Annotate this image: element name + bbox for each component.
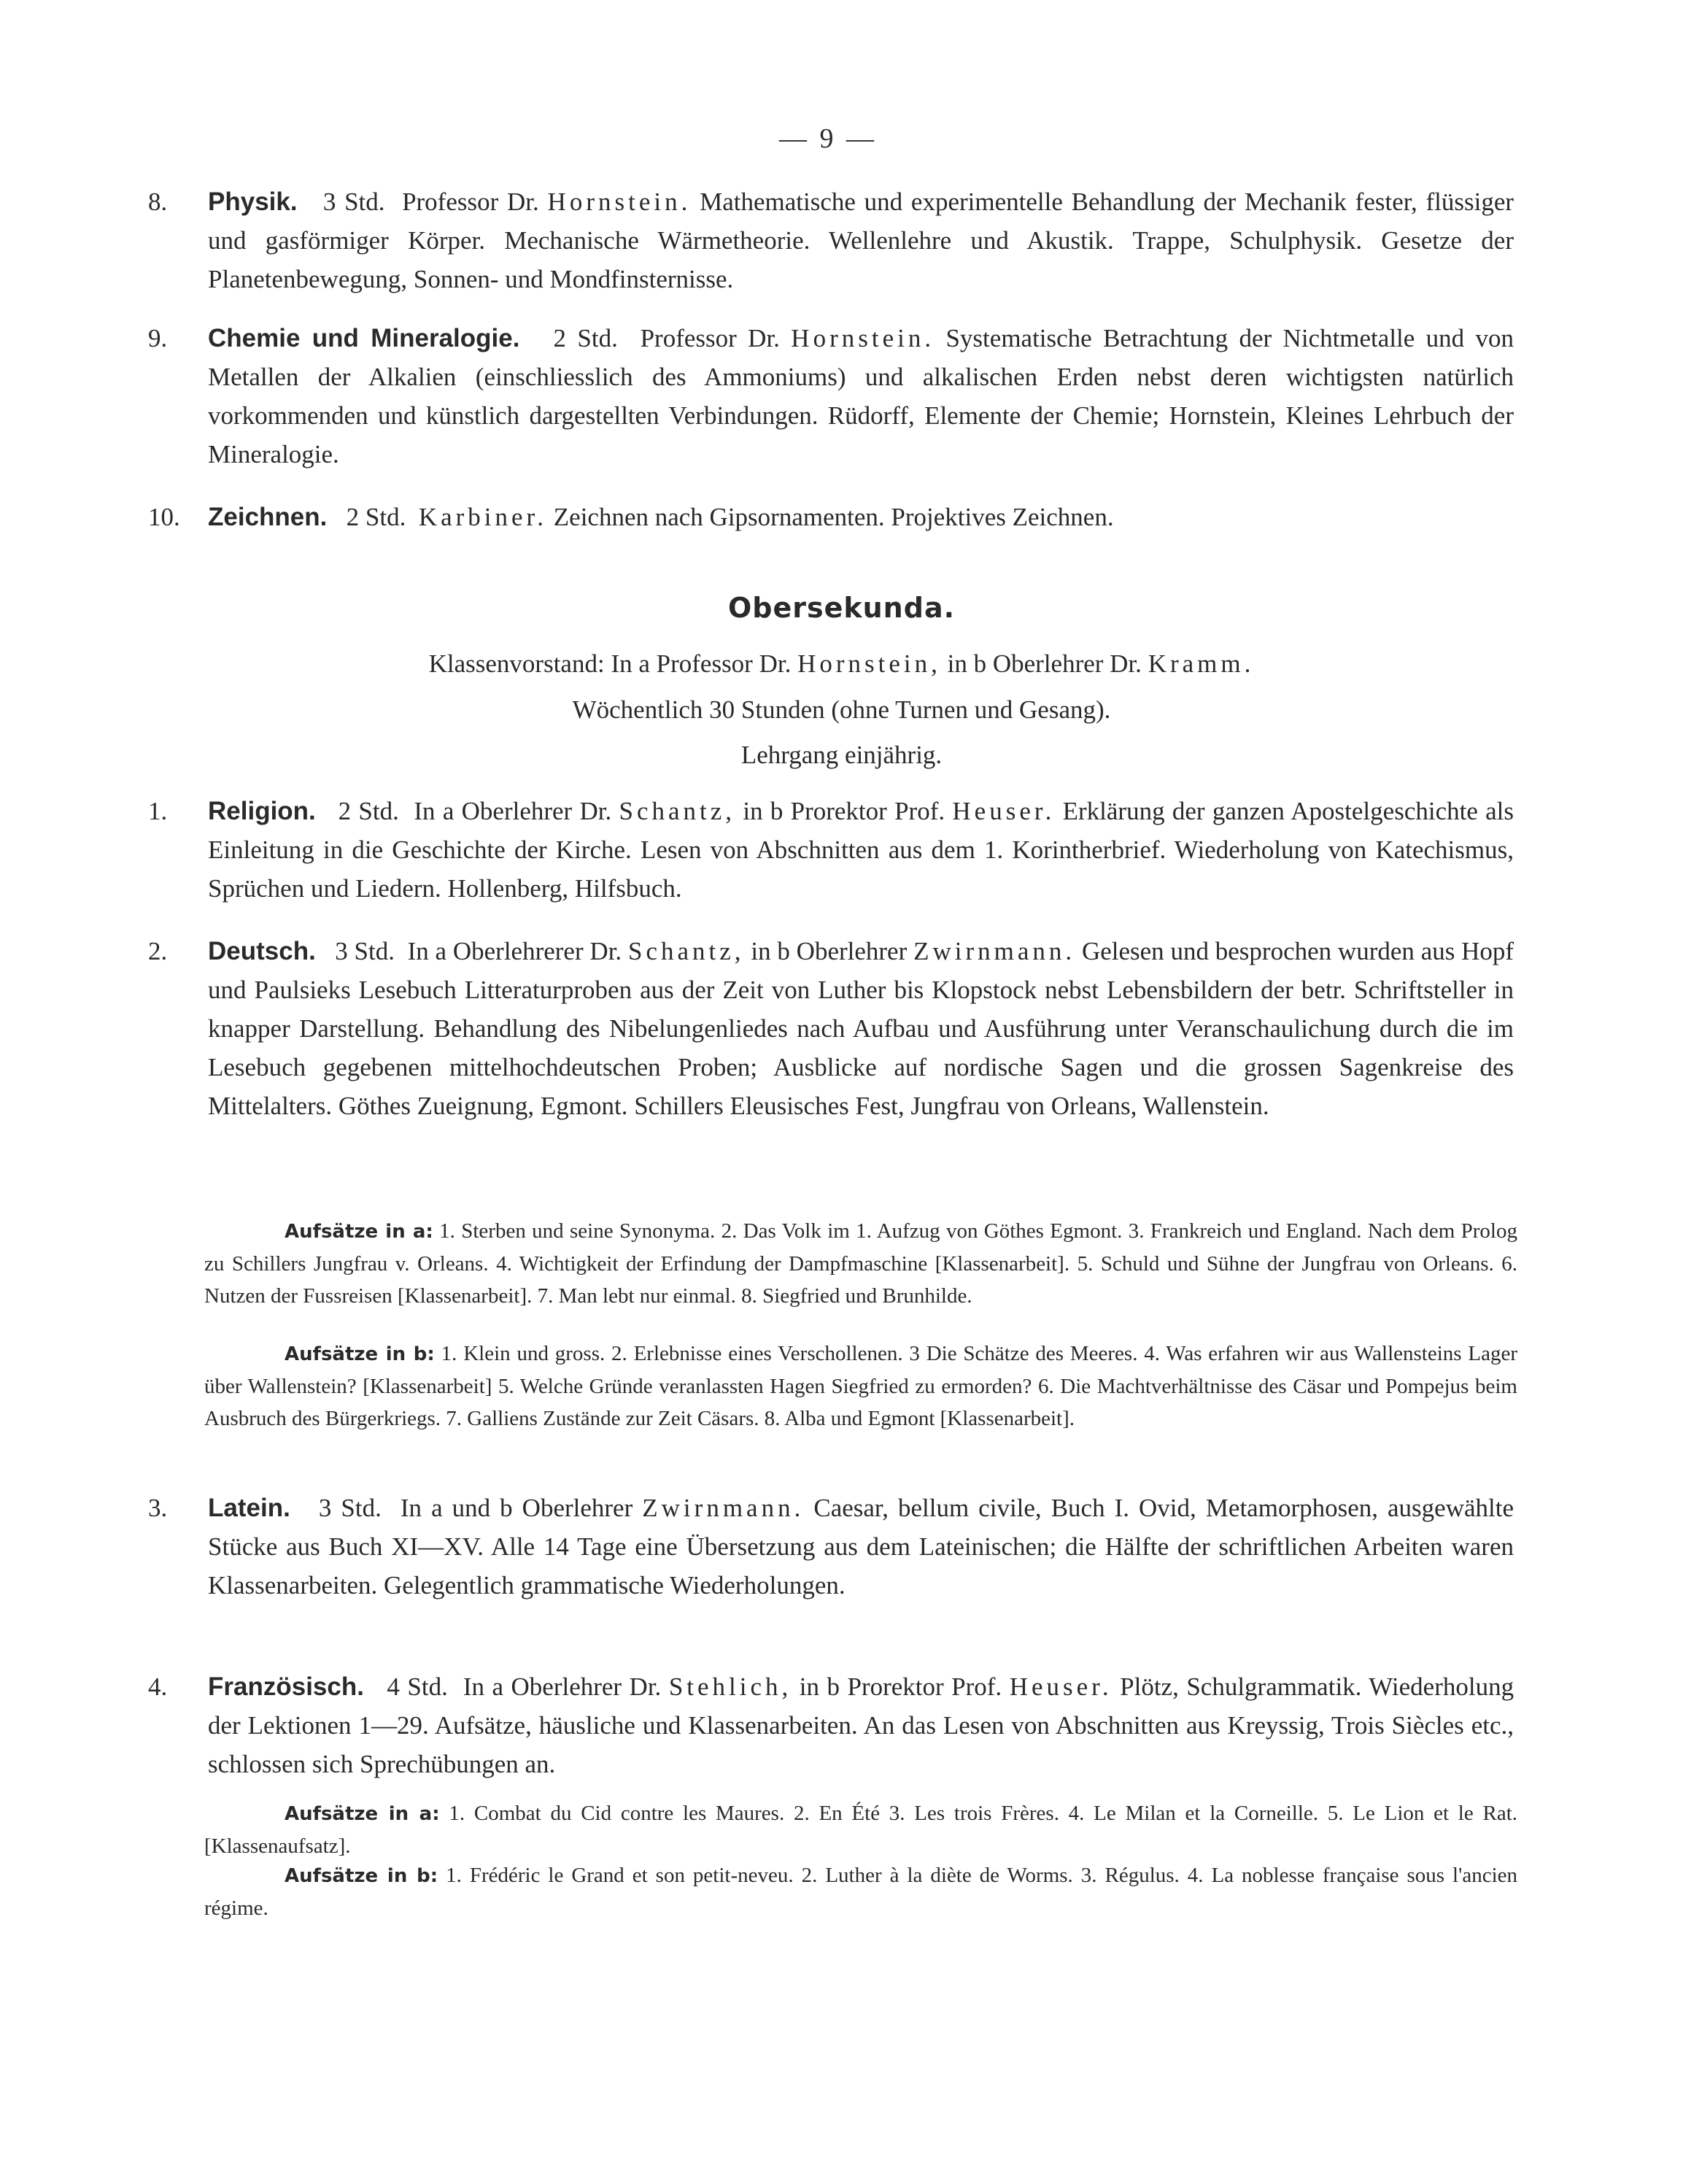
teacher-name: Karbiner. [418, 503, 548, 531]
subject-title: Deutsch. [208, 937, 316, 965]
teacher-info: in b Oberlehrer [751, 937, 908, 965]
class-info-text: in b Oberlehrer Dr. [947, 649, 1142, 678]
teacher-name: Hornstein. [791, 324, 935, 352]
teacher-name: Heuser. [1009, 1672, 1113, 1701]
section-text: Gelesen und besprochen wurden aus Hopf und Paulsieks Lesebuch Litteraturproben aus der Zeit von Luther bis Klopstock nebst Lebensbildern der betr. Schriftsteller in knapper Darstellung. Behandlung des Nibelungenliedes nach Aufbau und Ausführung unter Veranschaulichung durch die im Lesebuch gegebenen mittelhochdeutschen Proben; Ausblicke auf nordische Sagen und die grossen Sagenkreise des Mittelalters. Göthes Zueignung, Egmont. Schillers Eleusisches Fest, Jungfrau von Orleans, Wallenstein. [208, 937, 1514, 1120]
section-number: 9. [148, 324, 168, 352]
section-text: Zeichnen nach Gipsornamenten. Projektives Zeichnen. [553, 503, 1114, 531]
teacher-name: Zwirnmann. [642, 1494, 805, 1522]
section-zeichnen [148, 498, 1514, 536]
essays-label: Aufsätze in b: [285, 1865, 438, 1887]
section-text: Erklärung der ganzen Apostelgeschichte als Einleitung in die Geschichte der Kirche. Lesen von Abschnitten aus dem 1. Korintherbrief. Wiederholung von Katechismus, Sprüchen und Liedern. Hollenberg, Hilfsbuch. [208, 797, 1514, 903]
section-number: 3. [148, 1494, 168, 1522]
teacher-title: Professor Dr. [402, 188, 539, 216]
section-deutsch [148, 932, 1514, 1125]
hours: 2 Std. [553, 324, 618, 352]
essays-label: Aufsätze in a: [285, 1803, 440, 1825]
section-franzoesisch [148, 1667, 1514, 1783]
section-text: Plötz, Schulgrammatik. Wiederholung der Lektionen 1—29. Aufsätze, häusliche und Klassenarbeiten. An das Lesen von Abschnitten aus Kreyssig, Trois Siècles etc., schlossen sich Sprechübungen an. [208, 1672, 1514, 1778]
subject-title: Französisch. [208, 1672, 364, 1701]
section-text: Caesar, bellum civile, Buch I. Ovid, Metamorphosen, ausgewählte Stücke aus Buch XI—XV. Alle 14 Tage eine Übersetzung aus dem Lateinischen; die Hälfte der schriftlichen Arbeiten waren Klassenarbeiten. Gelegentlich grammatische Wiederholungen. [208, 1494, 1514, 1600]
essays-text: 1. Frédéric le Grand et son petit-neveu. 2. Luther à la diète de Worms. 3. Régulus. 4. La noblesse française sous l'ancien régime. [204, 1864, 1517, 1920]
teacher-name: Stehlich, [668, 1672, 792, 1701]
class-heading [0, 590, 1683, 628]
teacher-info: In a Oberlehrerer Dr. [407, 937, 622, 965]
teacher-info: In a Oberlehrer Dr. [463, 1672, 662, 1701]
class-info-text: Klassenvorstand: In a Professor Dr. [428, 649, 792, 678]
class-hours-line: Wöchentlich 30 Stunden (ohne Turnen und Gesang). [572, 695, 1111, 724]
essays-text: 1. Sterben und seine Synonyma. 2. Das Volk im 1. Aufzug von Göthes Egmont. 3. Frankreich und England. Nach dem Prolog zu Schillers Jungfrau v. Orleans. 4. Wichtigkeit der Erfindung der Dampfmaschine [Klassenarbeit]. 5. Schuld und Sühne der Jungfrau von Orleans. 6. Nutzen der Fussreisen [Klassenarbeit]. 7. Man lebt nur einmal. 8. Siegfried und Brunhilde. [204, 1219, 1517, 1308]
hours: 4 Std. [387, 1672, 448, 1701]
essays-text: 1. Combat du Cid contre les Maures. 2. En Été 3. Les trois Frères. 4. Le Milan et la Corneille. 5. Le Lion et le Rat. [Klassenaufsatz]. [204, 1802, 1517, 1858]
hours: 2 Std. [346, 503, 406, 531]
subject-title: Religion. [208, 797, 316, 825]
subject-title: Latein. [208, 1494, 290, 1522]
teacher-info: In a und b Oberlehrer [400, 1494, 633, 1522]
section-physik [148, 182, 1514, 298]
section-number: 4. [148, 1672, 168, 1701]
section-number: 8. [148, 188, 168, 216]
section-text: Systematische Betrachtung der Nichtmetalle und von Metallen der Alkalien (einschliesslich des Ammoniums) und alkalischen Erden nebst deren wichtigsten natürlich vorkommenden und künstlich dargestellten Verbindungen. Rüdorff, Elemente der Chemie; Hornstein, Kleines Lehrbuch der Mineralogie. [208, 324, 1514, 468]
teacher-name: Schantz, [628, 937, 745, 965]
hours: 2 Std. [338, 797, 399, 825]
teacher-name: Schantz, [619, 797, 736, 825]
teacher-info: in b Prorektor Prof. [799, 1672, 1002, 1701]
teacher-name: Hornstein, [797, 649, 941, 678]
essays-deutsch-a [204, 1215, 1517, 1312]
essays-franz-b [204, 1859, 1517, 1924]
section-number: 1. [148, 797, 168, 825]
section-number: 10. [148, 503, 180, 531]
page-number: — 9 — [779, 123, 877, 154]
hours: 3 Std. [318, 1494, 382, 1522]
essays-deutsch-b [204, 1338, 1517, 1435]
class-course-line: Lehrgang einjährig. [740, 741, 943, 769]
teacher-info: in b Prorektor Prof. [743, 797, 945, 825]
hours: 3 Std. [322, 188, 385, 216]
essays-label: Aufsätze in a: [285, 1221, 433, 1243]
section-number: 2. [148, 937, 168, 965]
subject-title: Zeichnen. [208, 503, 328, 531]
class-heading-text: Obersekunda. [727, 592, 956, 624]
section-chemie [148, 319, 1514, 474]
teacher-name: Heuser. [952, 797, 1056, 825]
section-text: Mathematische und experimentelle Behandlung der Mechanik fester, flüssiger und gasförmiger Körper. Mechanische Wärmetheorie. Wellenlehre und Akustik. Trappe, Schulphysik. Gesetze der Planetenbewegung, Sonnen- und Mondfinsternisse. [208, 188, 1514, 293]
subject-title: Physik. [208, 188, 298, 216]
section-latein [148, 1489, 1514, 1605]
section-religion [148, 792, 1514, 908]
essays-franz-a [204, 1797, 1517, 1862]
subject-title: Chemie und Mineralogie. [208, 324, 520, 352]
class-teacher-line [0, 646, 1683, 682]
hours: 3 Std. [335, 937, 395, 965]
teacher-name: Zwirnmann. [913, 937, 1076, 965]
teacher-name: Kramm. [1148, 649, 1255, 678]
teacher-name: Hornstein. [547, 188, 692, 216]
teacher-title: Professor Dr. [640, 324, 780, 352]
essays-label: Aufsätze in b: [285, 1343, 435, 1365]
teacher-info: In a Oberlehrer Dr. [414, 797, 612, 825]
essays-text: 1. Klein und gross. 2. Erlebnisse eines Verschollenen. 3 Die Schätze des Meeres. 4. Was erfahren wir aus Wallensteins Lager über Wallenstein? [Klassenarbeit] 5. Welche Gründe veranlassten Hagen Siegfried zu ermorden? 6. Die Machtverhältnisse des Cäsar und Pompejus beim Ausbruch des Bürgerkriegs. 7. Galliens Zustände zur Zeit Cäsars. 8. Alba und Egmont [Klassenarbeit]. [204, 1342, 1517, 1430]
